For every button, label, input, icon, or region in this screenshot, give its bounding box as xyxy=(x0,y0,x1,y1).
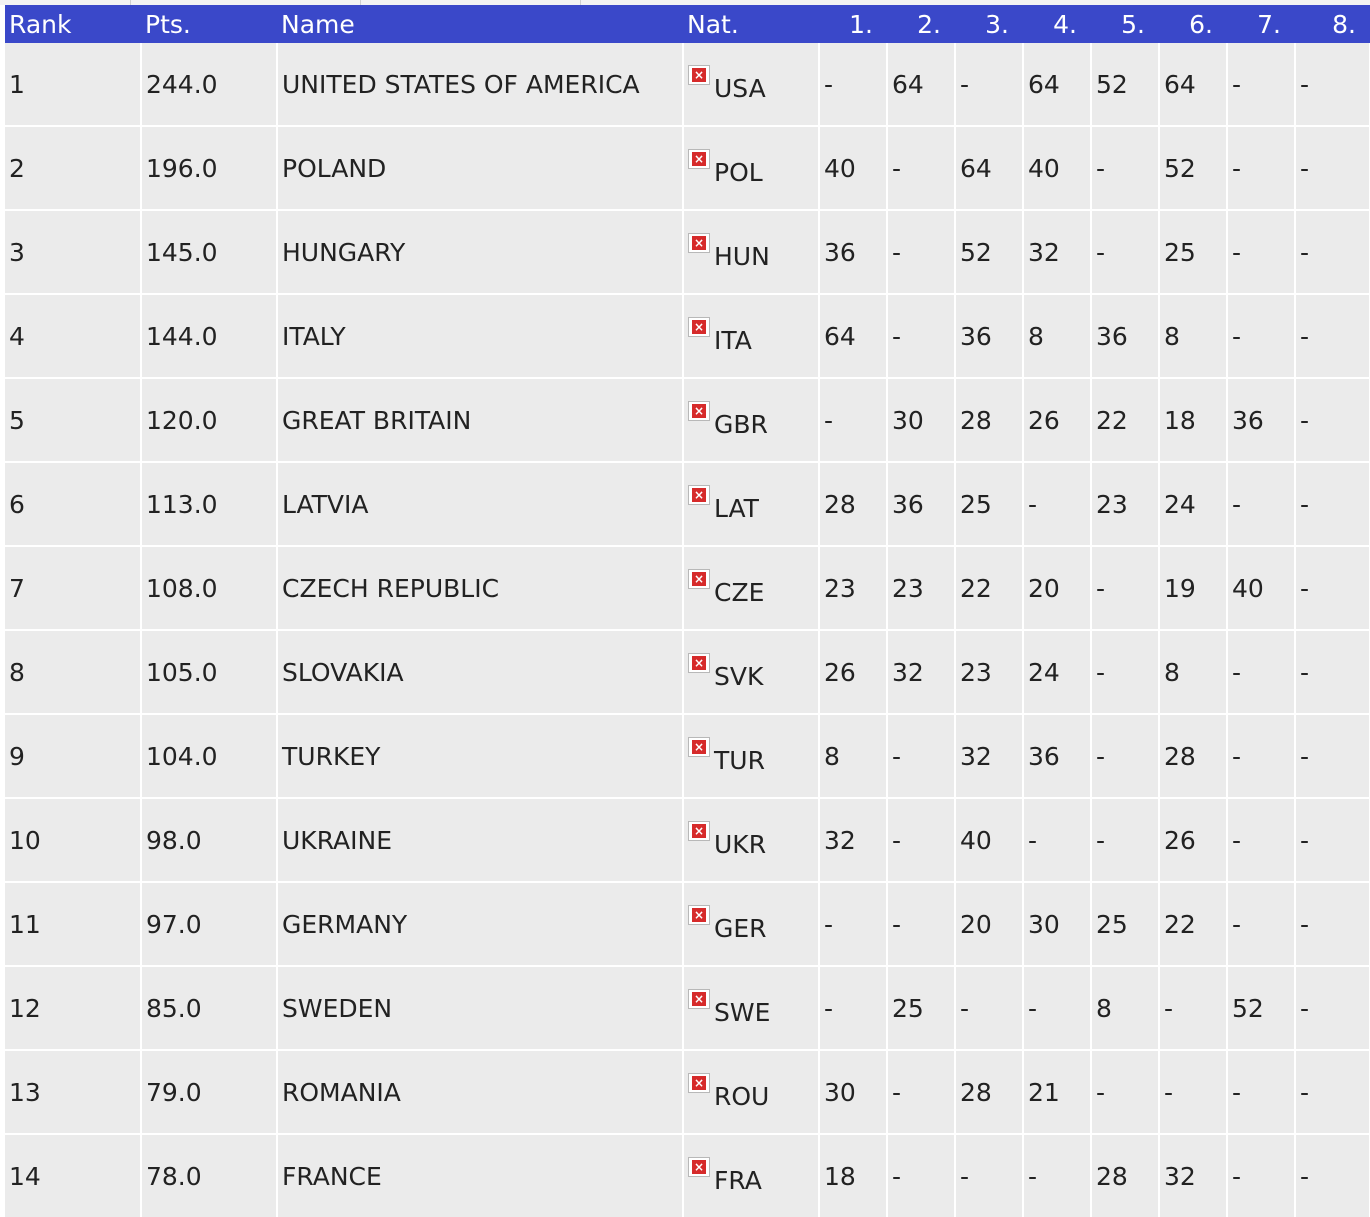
round-2-cell: 30 xyxy=(887,378,955,462)
header-round-6[interactable]: 6. xyxy=(1159,5,1227,43)
rank-cell: 1 xyxy=(5,43,141,126)
header-name[interactable]: Name xyxy=(277,5,683,43)
round-3-cell: 25 xyxy=(955,462,1023,546)
close-icon: × xyxy=(693,320,705,334)
round-8-cell: - xyxy=(1295,210,1370,294)
rank-cell: 6 xyxy=(5,462,141,546)
nation-cell xyxy=(683,630,819,714)
broken-image-icon xyxy=(688,905,710,925)
country-name-cell[interactable]: ROMANIA xyxy=(277,1050,683,1134)
broken-image-icon xyxy=(688,569,710,589)
table-row xyxy=(5,546,1370,630)
points-cell: 79.0 xyxy=(141,1050,277,1134)
close-icon: × xyxy=(693,824,705,838)
country-name-cell[interactable]: UNITED STATES OF AMERICA xyxy=(277,43,683,126)
round-3-cell: 32 xyxy=(955,714,1023,798)
country-name-cell[interactable]: UKRAINE xyxy=(277,798,683,882)
table-row xyxy=(5,43,1370,126)
round-8-cell: - xyxy=(1295,378,1370,462)
round-3-cell: - xyxy=(955,1134,1023,1217)
round-2-cell: 23 xyxy=(887,546,955,630)
round-6-cell: - xyxy=(1159,966,1227,1050)
country-name-cell[interactable]: GREAT BRITAIN xyxy=(277,378,683,462)
country-name-cell[interactable]: GERMANY xyxy=(277,882,683,966)
round-3-cell: 36 xyxy=(955,294,1023,378)
close-icon: × xyxy=(693,740,705,754)
round-3-cell: 20 xyxy=(955,882,1023,966)
close-icon: × xyxy=(693,908,705,922)
round-4-cell: 30 xyxy=(1023,882,1091,966)
round-5-cell: 8 xyxy=(1091,966,1159,1050)
round-2-cell: 64 xyxy=(887,43,955,126)
table-row xyxy=(5,462,1370,546)
table-row xyxy=(5,714,1370,798)
round-6-cell: 28 xyxy=(1159,714,1227,798)
rank-cell: 2 xyxy=(5,126,141,210)
round-7-cell: - xyxy=(1227,882,1295,966)
broken-image-icon xyxy=(688,821,710,841)
round-8-cell: - xyxy=(1295,43,1370,126)
nation-code: GBR xyxy=(714,410,768,439)
table-row xyxy=(5,1134,1370,1217)
nation-code: SWE xyxy=(714,998,771,1027)
round-1-cell: 40 xyxy=(819,126,887,210)
nation-cell xyxy=(683,1050,819,1134)
nation-cell xyxy=(683,1134,819,1217)
table-row xyxy=(5,126,1370,210)
nation-cell xyxy=(683,546,819,630)
round-4-cell: 8 xyxy=(1023,294,1091,378)
header-round-4[interactable]: 4. xyxy=(1023,5,1091,43)
round-3-cell: 28 xyxy=(955,1050,1023,1134)
broken-image-icon xyxy=(688,485,710,505)
table-row xyxy=(5,630,1370,714)
round-4-cell: 24 xyxy=(1023,630,1091,714)
country-name-cell[interactable]: SWEDEN xyxy=(277,966,683,1050)
round-4-cell: 40 xyxy=(1023,126,1091,210)
round-3-cell: 52 xyxy=(955,210,1023,294)
round-1-cell: 64 xyxy=(819,294,887,378)
country-name-cell[interactable]: CZECH REPUBLIC xyxy=(277,546,683,630)
round-4-cell: 36 xyxy=(1023,714,1091,798)
nation-cell xyxy=(683,714,819,798)
round-8-cell: - xyxy=(1295,966,1370,1050)
rank-cell: 7 xyxy=(5,546,141,630)
round-6-cell: 18 xyxy=(1159,378,1227,462)
round-5-cell: - xyxy=(1091,714,1159,798)
nation-code: POL xyxy=(714,158,763,187)
round-6-cell: 24 xyxy=(1159,462,1227,546)
round-7-cell: - xyxy=(1227,462,1295,546)
nation-code: FRA xyxy=(714,1166,762,1195)
round-4-cell: - xyxy=(1023,798,1091,882)
round-7-cell: - xyxy=(1227,43,1295,126)
round-1-cell: 32 xyxy=(819,798,887,882)
header-round-8[interactable]: 8. xyxy=(1295,5,1370,43)
round-6-cell: 32 xyxy=(1159,1134,1227,1217)
round-3-cell: 22 xyxy=(955,546,1023,630)
country-name-cell[interactable]: ITALY xyxy=(277,294,683,378)
round-1-cell: 26 xyxy=(819,630,887,714)
broken-image-icon xyxy=(688,1073,710,1093)
header-nation[interactable]: Nat. xyxy=(683,5,819,43)
close-icon: × xyxy=(693,1076,705,1090)
round-1-cell: - xyxy=(819,966,887,1050)
round-2-cell: - xyxy=(887,714,955,798)
round-8-cell: - xyxy=(1295,714,1370,798)
round-4-cell: - xyxy=(1023,462,1091,546)
nation-code: ROU xyxy=(714,1082,770,1111)
round-2-cell: - xyxy=(887,1050,955,1134)
broken-image-icon xyxy=(688,1157,710,1177)
round-8-cell: - xyxy=(1295,294,1370,378)
round-5-cell: - xyxy=(1091,546,1159,630)
round-2-cell: - xyxy=(887,126,955,210)
points-cell: 144.0 xyxy=(141,294,277,378)
header-rank[interactable]: Rank xyxy=(5,5,141,43)
round-2-cell: - xyxy=(887,1134,955,1217)
round-2-cell: - xyxy=(887,210,955,294)
close-icon: × xyxy=(693,152,705,166)
round-1-cell: 23 xyxy=(819,546,887,630)
round-8-cell: - xyxy=(1295,126,1370,210)
round-3-cell: 40 xyxy=(955,798,1023,882)
round-4-cell: - xyxy=(1023,966,1091,1050)
header-round-1[interactable]: 1. xyxy=(819,5,887,43)
rank-cell: 3 xyxy=(5,210,141,294)
round-4-cell: 32 xyxy=(1023,210,1091,294)
nation-cell xyxy=(683,966,819,1050)
nation-code: ITA xyxy=(714,326,752,355)
nation-code: HUN xyxy=(714,242,770,271)
rank-cell: 9 xyxy=(5,714,141,798)
round-8-cell: - xyxy=(1295,546,1370,630)
round-5-cell: 36 xyxy=(1091,294,1159,378)
round-1-cell: 28 xyxy=(819,462,887,546)
round-1-cell: - xyxy=(819,378,887,462)
round-5-cell: 23 xyxy=(1091,462,1159,546)
nation-code: TUR xyxy=(714,746,765,775)
broken-image-icon xyxy=(688,653,710,673)
round-5-cell: 25 xyxy=(1091,882,1159,966)
country-name-cell[interactable]: HUNGARY xyxy=(277,210,683,294)
broken-image-icon xyxy=(688,401,710,421)
points-cell: 244.0 xyxy=(141,43,277,126)
broken-image-icon xyxy=(688,989,710,1009)
close-icon: × xyxy=(693,656,705,670)
nation-code: GER xyxy=(714,914,767,943)
round-6-cell: 8 xyxy=(1159,630,1227,714)
nation-code: LAT xyxy=(714,494,759,523)
header-points[interactable]: Pts. xyxy=(141,5,277,43)
round-7-cell: - xyxy=(1227,1134,1295,1217)
broken-image-icon xyxy=(688,149,710,169)
round-6-cell: - xyxy=(1159,1050,1227,1134)
nation-code: SVK xyxy=(714,662,764,691)
nation-cell xyxy=(683,378,819,462)
table-row xyxy=(5,1050,1370,1134)
round-8-cell: - xyxy=(1295,798,1370,882)
round-1-cell: 36 xyxy=(819,210,887,294)
round-6-cell: 8 xyxy=(1159,294,1227,378)
header-round-7[interactable]: 7. xyxy=(1227,5,1295,43)
nation-code: CZE xyxy=(714,578,765,607)
round-8-cell: - xyxy=(1295,1050,1370,1134)
rank-cell: 11 xyxy=(5,882,141,966)
table-row xyxy=(5,210,1370,294)
round-7-cell: 52 xyxy=(1227,966,1295,1050)
round-5-cell: - xyxy=(1091,630,1159,714)
round-2-cell: - xyxy=(887,294,955,378)
rank-cell: 14 xyxy=(5,1134,141,1217)
round-1-cell: 30 xyxy=(819,1050,887,1134)
close-icon: × xyxy=(693,404,705,418)
round-3-cell: - xyxy=(955,966,1023,1050)
round-7-cell: - xyxy=(1227,630,1295,714)
points-cell: 120.0 xyxy=(141,378,277,462)
round-5-cell: - xyxy=(1091,210,1159,294)
nation-cell xyxy=(683,798,819,882)
rank-cell: 12 xyxy=(5,966,141,1050)
country-name-cell[interactable]: POLAND xyxy=(277,126,683,210)
round-5-cell: 52 xyxy=(1091,43,1159,126)
nation-cell xyxy=(683,210,819,294)
rank-cell: 13 xyxy=(5,1050,141,1134)
round-6-cell: 26 xyxy=(1159,798,1227,882)
broken-image-icon xyxy=(688,317,710,337)
broken-image-icon xyxy=(688,233,710,253)
round-1-cell: - xyxy=(819,882,887,966)
points-cell: 78.0 xyxy=(141,1134,277,1217)
round-2-cell: - xyxy=(887,882,955,966)
points-cell: 108.0 xyxy=(141,546,277,630)
round-2-cell: - xyxy=(887,798,955,882)
nation-cell xyxy=(683,462,819,546)
points-cell: 85.0 xyxy=(141,966,277,1050)
round-7-cell: - xyxy=(1227,1050,1295,1134)
header-round-3[interactable]: 3. xyxy=(955,5,1023,43)
points-cell: 113.0 xyxy=(141,462,277,546)
points-cell: 145.0 xyxy=(141,210,277,294)
country-name-cell[interactable]: TURKEY xyxy=(277,714,683,798)
country-name-cell[interactable]: SLOVAKIA xyxy=(277,630,683,714)
round-1-cell: 18 xyxy=(819,1134,887,1217)
table-row xyxy=(5,798,1370,882)
points-cell: 196.0 xyxy=(141,126,277,210)
rank-cell: 8 xyxy=(5,630,141,714)
points-cell: 97.0 xyxy=(141,882,277,966)
round-5-cell: - xyxy=(1091,798,1159,882)
round-2-cell: 32 xyxy=(887,630,955,714)
broken-image-icon xyxy=(688,737,710,757)
round-7-cell: - xyxy=(1227,714,1295,798)
round-7-cell: 36 xyxy=(1227,378,1295,462)
nation-code: UKR xyxy=(714,830,767,859)
rank-cell: 5 xyxy=(5,378,141,462)
round-8-cell: - xyxy=(1295,462,1370,546)
table-row xyxy=(5,966,1370,1050)
round-7-cell: - xyxy=(1227,210,1295,294)
close-icon: × xyxy=(693,488,705,502)
round-3-cell: - xyxy=(955,43,1023,126)
close-icon: × xyxy=(693,992,705,1006)
close-icon: × xyxy=(693,1160,705,1174)
round-8-cell: - xyxy=(1295,882,1370,966)
round-6-cell: 64 xyxy=(1159,43,1227,126)
round-3-cell: 23 xyxy=(955,630,1023,714)
round-6-cell: 19 xyxy=(1159,546,1227,630)
round-7-cell: - xyxy=(1227,126,1295,210)
round-4-cell: 26 xyxy=(1023,378,1091,462)
broken-image-icon xyxy=(688,65,710,85)
round-5-cell: 22 xyxy=(1091,378,1159,462)
nation-code: USA xyxy=(714,74,766,103)
round-3-cell: 28 xyxy=(955,378,1023,462)
nation-cell xyxy=(683,126,819,210)
table-row xyxy=(5,882,1370,966)
round-8-cell: - xyxy=(1295,630,1370,714)
round-2-cell: 25 xyxy=(887,966,955,1050)
round-4-cell: 21 xyxy=(1023,1050,1091,1134)
nation-cell xyxy=(683,294,819,378)
round-3-cell: 64 xyxy=(955,126,1023,210)
table-body xyxy=(5,43,1370,1217)
round-2-cell: 36 xyxy=(887,462,955,546)
header-row xyxy=(5,5,1370,43)
standings-table xyxy=(5,5,1370,1217)
round-6-cell: 22 xyxy=(1159,882,1227,966)
header-round-5[interactable]: 5. xyxy=(1091,5,1159,43)
round-7-cell: 40 xyxy=(1227,546,1295,630)
round-4-cell: - xyxy=(1023,1134,1091,1217)
round-5-cell: 28 xyxy=(1091,1134,1159,1217)
round-6-cell: 52 xyxy=(1159,126,1227,210)
points-cell: 104.0 xyxy=(141,714,277,798)
rank-cell: 10 xyxy=(5,798,141,882)
round-5-cell: - xyxy=(1091,126,1159,210)
country-name-cell[interactable]: LATVIA xyxy=(277,462,683,546)
round-1-cell: - xyxy=(819,43,887,126)
points-cell: 105.0 xyxy=(141,630,277,714)
rank-cell: 4 xyxy=(5,294,141,378)
table-row xyxy=(5,294,1370,378)
table-row xyxy=(5,378,1370,462)
round-7-cell: - xyxy=(1227,798,1295,882)
round-7-cell: - xyxy=(1227,294,1295,378)
close-icon: × xyxy=(693,68,705,82)
round-4-cell: 20 xyxy=(1023,546,1091,630)
round-1-cell: 8 xyxy=(819,714,887,798)
nation-cell xyxy=(683,43,819,126)
close-icon: × xyxy=(693,572,705,586)
header-round-2[interactable]: 2. xyxy=(887,5,955,43)
points-cell: 98.0 xyxy=(141,798,277,882)
nation-cell xyxy=(683,882,819,966)
country-name-cell[interactable]: FRANCE xyxy=(277,1134,683,1217)
round-5-cell: - xyxy=(1091,1050,1159,1134)
close-icon: × xyxy=(693,236,705,250)
round-6-cell: 25 xyxy=(1159,210,1227,294)
round-8-cell: - xyxy=(1295,1134,1370,1217)
round-4-cell: 64 xyxy=(1023,43,1091,126)
